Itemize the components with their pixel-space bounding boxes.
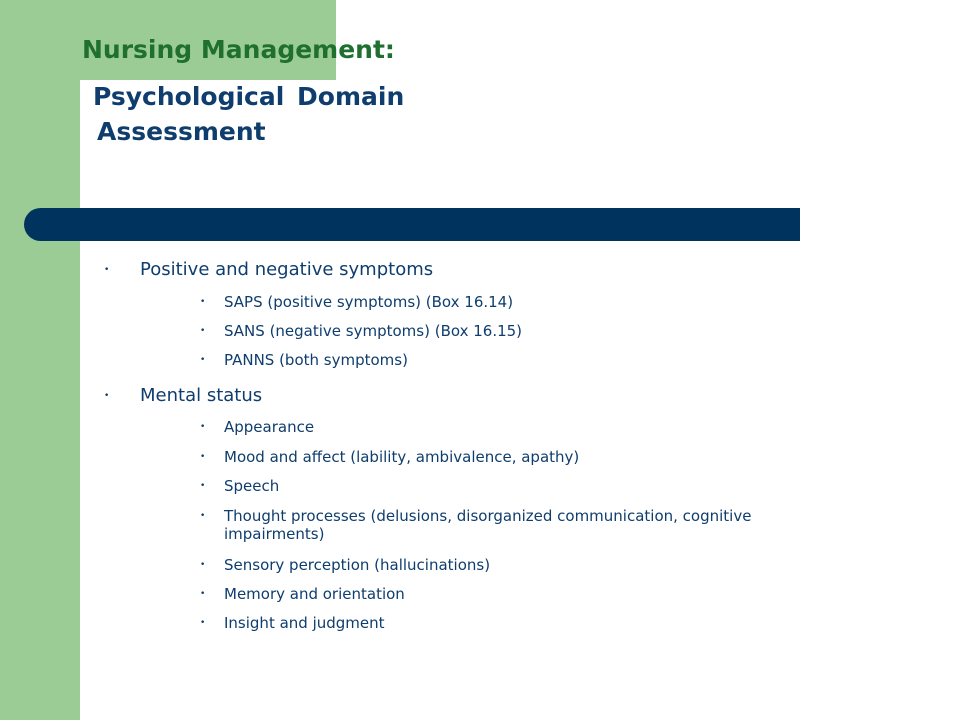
list-item [200,293,514,311]
section-heading-label: Mental status [140,385,263,406]
list-item [200,507,824,543]
slide-title-line-3: Assessment [97,117,266,146]
slide-title-line-2: Psychological Domain [93,82,405,111]
bullet-icon: • [200,481,206,491]
bullet-icon: • [200,618,206,628]
section-heading-mental-status [104,385,263,407]
list-item-label: Speech [224,477,280,495]
slide-title-line-1: Nursing Management: [82,35,395,64]
bullet-icon: • [200,511,206,521]
section-heading-symptoms [104,259,434,281]
bullet-icon: • [200,589,206,599]
list-item-label: SANS (negative symptoms) (Box 16.15) [224,322,523,340]
list-item [200,322,523,340]
bullet-icon: • [200,326,206,336]
list-item-label: Sensory perception (hallucinations) [224,556,491,574]
list-item [200,477,280,495]
list-item-label: Thought processes (delusions, disorganized communication, cognitive impairments) [224,507,752,543]
list-item-label: SAPS (positive symptoms) (Box 16.14) [224,293,514,311]
list-item [200,614,385,632]
bullet-icon: • [104,265,110,275]
list-item [200,448,580,466]
list-item-label: Memory and orientation [224,585,405,603]
list-item [200,418,315,436]
list-item-label: Insight and judgment [224,614,385,632]
bullet-icon: • [200,422,206,432]
list-item-label: PANNS (both symptoms) [224,351,408,369]
list-item [200,585,405,603]
section-heading-label: Positive and negative symptoms [140,259,434,280]
list-item [200,351,408,369]
list-item [200,556,491,574]
bullet-icon: • [200,452,206,462]
list-item-label: Mood and affect (lability, ambivalence, apathy) [224,448,580,466]
list-item-label: Appearance [224,418,315,436]
bullet-icon: • [200,355,206,365]
bullet-icon: • [200,560,206,570]
bullet-icon: • [200,297,206,307]
bullet-icon: • [104,391,110,401]
